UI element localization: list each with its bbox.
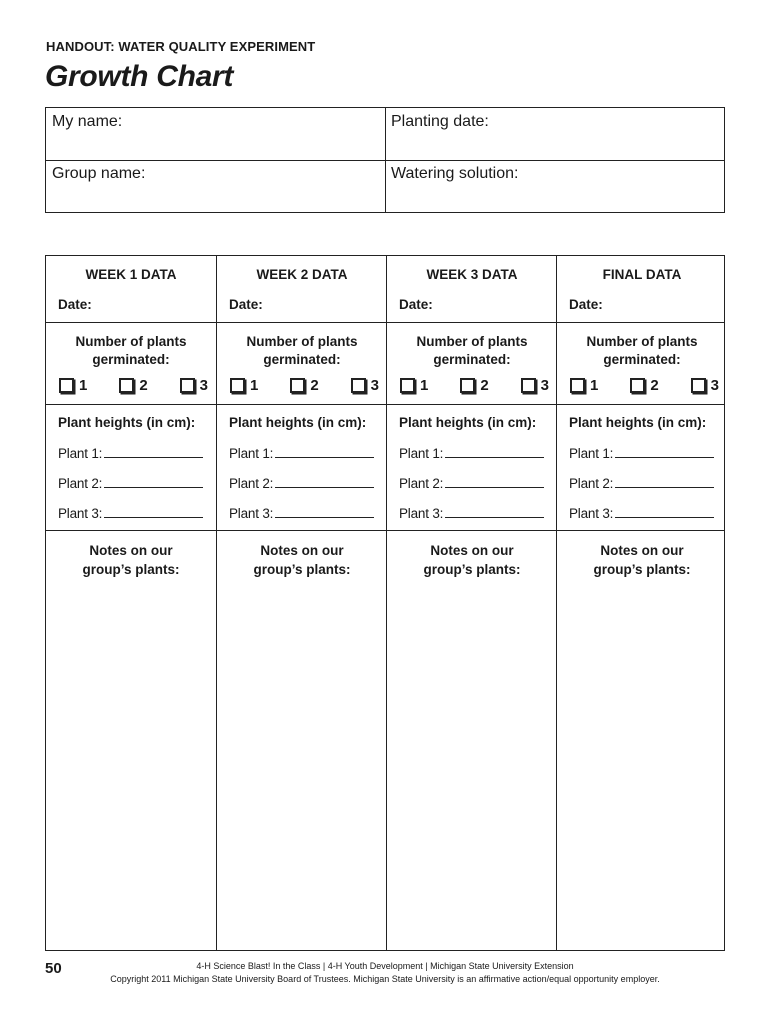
germinated-label-line2: germinated: xyxy=(263,352,341,367)
option-label: 3 xyxy=(710,377,719,394)
notes-label-line1: Notes on our xyxy=(260,543,344,558)
plant-label: Plant 2: xyxy=(399,476,444,491)
plant-height-row xyxy=(58,476,203,491)
option-label: 1 xyxy=(79,377,88,394)
germinated-option-3[interactable] xyxy=(180,377,208,394)
germinated-option-2[interactable] xyxy=(630,377,658,394)
germinated-label xyxy=(387,333,557,369)
option-label: 1 xyxy=(420,377,429,394)
notes-label xyxy=(387,541,557,579)
plant-height-blank[interactable] xyxy=(615,456,714,458)
plant-height-blank[interactable] xyxy=(275,486,374,488)
date-field[interactable]: Date: xyxy=(569,297,603,312)
notes-label-line1: Notes on our xyxy=(600,543,684,558)
plant-heights-label: Plant heights (in cm): xyxy=(58,415,196,430)
plant-height-blank[interactable] xyxy=(104,516,203,518)
plant-height-row xyxy=(399,476,544,491)
option-label: 1 xyxy=(590,377,599,394)
footer-copyright: Copyright 2011 Michigan State University Board of Trustees. Michigan State University is an affirmative action/equal opportunity employer. xyxy=(110,974,660,984)
plant-label: Plant 1: xyxy=(229,446,274,461)
plant-height-blank[interactable] xyxy=(445,516,544,518)
checkbox-icon[interactable] xyxy=(351,378,366,393)
plant-height-row xyxy=(569,476,714,491)
checkbox-icon[interactable] xyxy=(400,378,415,393)
germinated-option-3[interactable] xyxy=(351,377,379,394)
option-label: 1 xyxy=(250,377,259,394)
option-label: 3 xyxy=(540,377,549,394)
notes-label-line2: group’s plants: xyxy=(593,562,691,577)
plant-height-row xyxy=(229,476,374,491)
checkbox-icon[interactable] xyxy=(630,378,645,393)
handout-label: HANDOUT: WATER QUALITY EXPERIMENT xyxy=(46,39,316,54)
notes-label xyxy=(217,541,387,579)
date-field[interactable]: Date: xyxy=(399,297,433,312)
germinated-option-3[interactable] xyxy=(691,377,719,394)
plant-height-row xyxy=(399,446,544,461)
plant-label: Plant 3: xyxy=(229,506,274,521)
checkbox-icon[interactable] xyxy=(230,378,245,393)
germinated-options xyxy=(570,377,719,394)
checkbox-icon[interactable] xyxy=(691,378,706,393)
data-column xyxy=(556,256,727,950)
checkbox-icon[interactable] xyxy=(180,378,195,393)
plant-label: Plant 2: xyxy=(58,476,103,491)
germinated-label-line2: germinated: xyxy=(433,352,511,367)
data-column xyxy=(386,256,557,950)
data-column xyxy=(216,256,387,950)
plant-label: Plant 1: xyxy=(58,446,103,461)
germinated-option-2[interactable] xyxy=(460,377,488,394)
notes-label-line2: group’s plants: xyxy=(423,562,521,577)
watering-solution-field[interactable]: Watering solution: xyxy=(391,165,519,182)
germinated-option-1[interactable] xyxy=(230,377,258,394)
germinated-option-1[interactable] xyxy=(59,377,87,394)
checkbox-icon[interactable] xyxy=(521,378,536,393)
plant-height-row xyxy=(569,506,714,521)
option-label: 3 xyxy=(370,377,379,394)
germinated-label xyxy=(217,333,387,369)
checkbox-icon[interactable] xyxy=(460,378,475,393)
checkbox-icon[interactable] xyxy=(570,378,585,393)
germinated-label-line2: germinated: xyxy=(92,352,170,367)
germinated-options xyxy=(59,377,208,394)
germinated-option-3[interactable] xyxy=(521,377,549,394)
germinated-option-1[interactable] xyxy=(400,377,428,394)
plant-label: Plant 1: xyxy=(569,446,614,461)
plant-height-blank[interactable] xyxy=(445,486,544,488)
plant-height-blank[interactable] xyxy=(615,516,714,518)
notes-label-line1: Notes on our xyxy=(430,543,514,558)
germinated-option-1[interactable] xyxy=(570,377,598,394)
notes-label-line2: group’s plants: xyxy=(253,562,351,577)
plant-height-row xyxy=(399,506,544,521)
plant-height-row xyxy=(58,446,203,461)
plant-height-blank[interactable] xyxy=(445,456,544,458)
column-title: WEEK 2 DATA xyxy=(256,267,348,282)
plant-height-row xyxy=(569,446,714,461)
checkbox-icon[interactable] xyxy=(290,378,305,393)
option-label: 2 xyxy=(139,377,148,394)
plant-label: Plant 1: xyxy=(399,446,444,461)
column-title: FINAL DATA xyxy=(602,267,682,282)
group-name-field[interactable]: Group name: xyxy=(52,165,146,182)
data-column xyxy=(46,256,216,950)
option-label: 2 xyxy=(480,377,489,394)
notes-label xyxy=(46,541,216,579)
my-name-field[interactable]: My name: xyxy=(52,113,123,130)
date-field[interactable]: Date: xyxy=(58,297,92,312)
germinated-label xyxy=(557,333,727,369)
checkbox-icon[interactable] xyxy=(59,378,74,393)
plant-label: Plant 3: xyxy=(399,506,444,521)
plant-height-blank[interactable] xyxy=(104,456,203,458)
plant-label: Plant 3: xyxy=(569,506,614,521)
plant-label: Plant 2: xyxy=(569,476,614,491)
germinated-option-2[interactable] xyxy=(119,377,147,394)
checkbox-icon[interactable] xyxy=(119,378,134,393)
plant-heights-label: Plant heights (in cm): xyxy=(229,415,367,430)
column-title: WEEK 1 DATA xyxy=(85,267,177,282)
plant-height-row xyxy=(58,506,203,521)
info-table xyxy=(45,107,725,213)
option-label: 3 xyxy=(199,377,208,394)
plant-height-row xyxy=(229,446,374,461)
plant-label: Plant 3: xyxy=(58,506,103,521)
plant-height-blank[interactable] xyxy=(275,516,374,518)
option-label: 2 xyxy=(650,377,659,394)
germinated-options xyxy=(400,377,549,394)
notes-label-line2: group’s plants: xyxy=(82,562,180,577)
plant-label: Plant 2: xyxy=(229,476,274,491)
germinated-label-line1: Number of plants xyxy=(246,334,358,349)
notes-label xyxy=(557,541,727,579)
option-label: 2 xyxy=(310,377,319,394)
page-title: Growth Chart xyxy=(45,60,234,93)
page-number: 50 xyxy=(45,960,62,977)
germinated-label-line1: Number of plants xyxy=(416,334,528,349)
germinated-options xyxy=(230,377,379,394)
column-title: WEEK 3 DATA xyxy=(426,267,518,282)
plant-heights-label: Plant heights (in cm): xyxy=(399,415,537,430)
germinated-label-line1: Number of plants xyxy=(75,334,187,349)
planting-date-field[interactable]: Planting date: xyxy=(391,113,489,130)
growth-data-grid xyxy=(45,255,725,951)
plant-heights-label: Plant heights (in cm): xyxy=(569,415,707,430)
germinated-option-2[interactable] xyxy=(290,377,318,394)
plant-height-row xyxy=(229,506,374,521)
germinated-label xyxy=(46,333,216,369)
notes-label-line1: Notes on our xyxy=(89,543,173,558)
footer-credits: 4-H Science Blast! In the Class | 4-H Youth Development | Michigan State University Extension xyxy=(196,961,574,971)
date-field[interactable]: Date: xyxy=(229,297,263,312)
plant-height-blank[interactable] xyxy=(104,486,203,488)
plant-height-blank[interactable] xyxy=(275,456,374,458)
germinated-label-line1: Number of plants xyxy=(586,334,698,349)
germinated-label-line2: germinated: xyxy=(603,352,681,367)
plant-height-blank[interactable] xyxy=(615,486,714,488)
